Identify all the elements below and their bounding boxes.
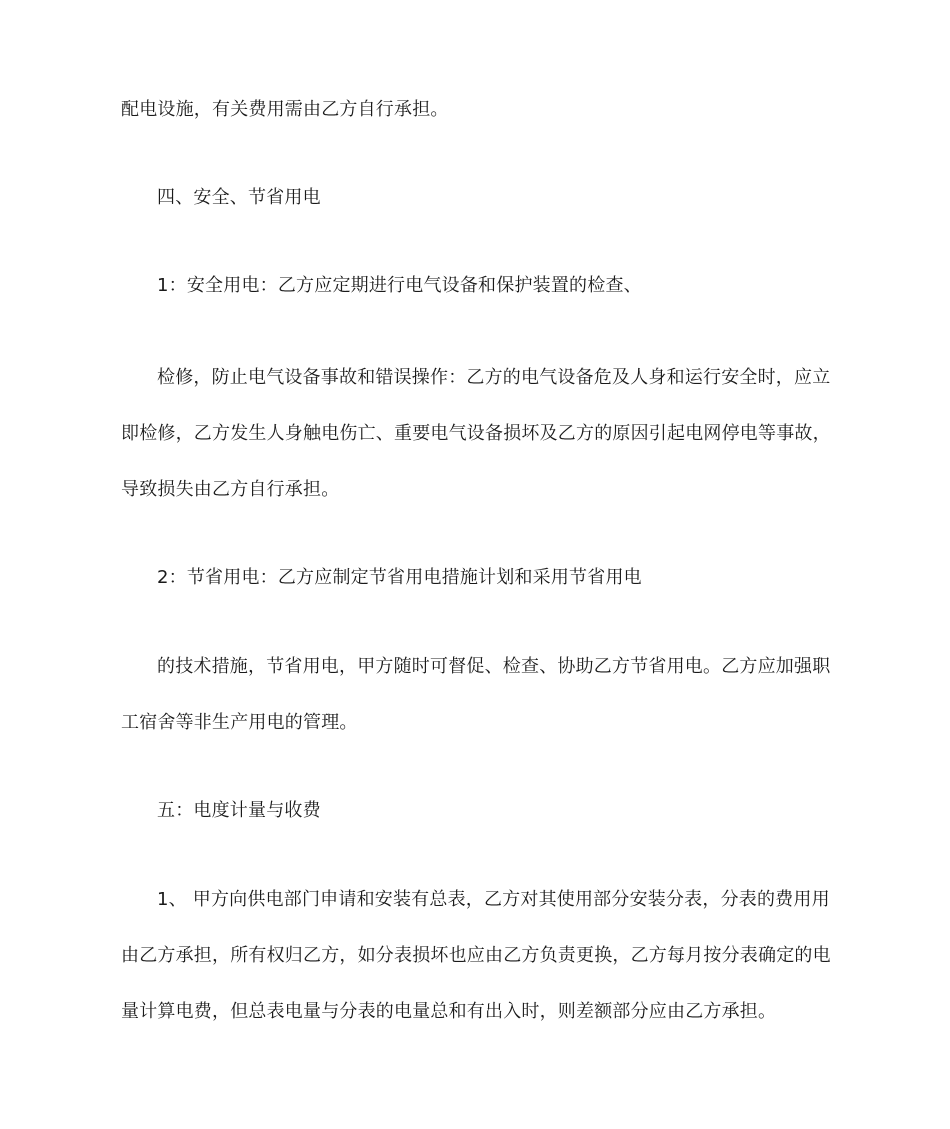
paragraph-line: 量计算电费，但总表电量与分表的电量总和有出入时，则差额部分应由乙方承担。 (121, 1001, 777, 1022)
section-heading: 五：电度计量与收费 (157, 800, 321, 821)
paragraph-line: 工宿舍等非生产用电的管理。 (121, 712, 358, 733)
paragraph-line: 1、 甲方向供电部门申请和安装有总表，乙方对其使用部分安装分表，分表的费用用 (157, 889, 830, 910)
paragraph-line: 配电设施，有关费用需由乙方自行承担。 (121, 99, 449, 120)
paragraph-line: 由乙方承担，所有权归乙方，如分表损坏也应由乙方负责更换，乙方每月按分表确定的电 (121, 945, 831, 966)
paragraph-line: 2：节省用电：乙方应制定节省用电措施计划和采用节省用电 (157, 567, 642, 588)
section-heading: 四、安全、节省用电 (157, 187, 321, 208)
paragraph-line: 即检修，乙方发生人身触电伤亡、重要电气设备损坏及乙方的原因引起电网停电等事故， (121, 423, 831, 444)
paragraph-line: 检修，防止电气设备事故和错误操作：乙方的电气设备危及人身和运行安全时，应立 (157, 367, 831, 388)
paragraph-line: 导致损失由乙方自行承担。 (121, 479, 340, 500)
paragraph-line: 1：安全用电：乙方应定期进行电气设备和保护装置的检查、 (157, 275, 642, 296)
paragraph-line: 的技术措施，节省用电，甲方随时可督促、检查、协助乙方节省用电。乙方应加强职 (157, 656, 831, 677)
